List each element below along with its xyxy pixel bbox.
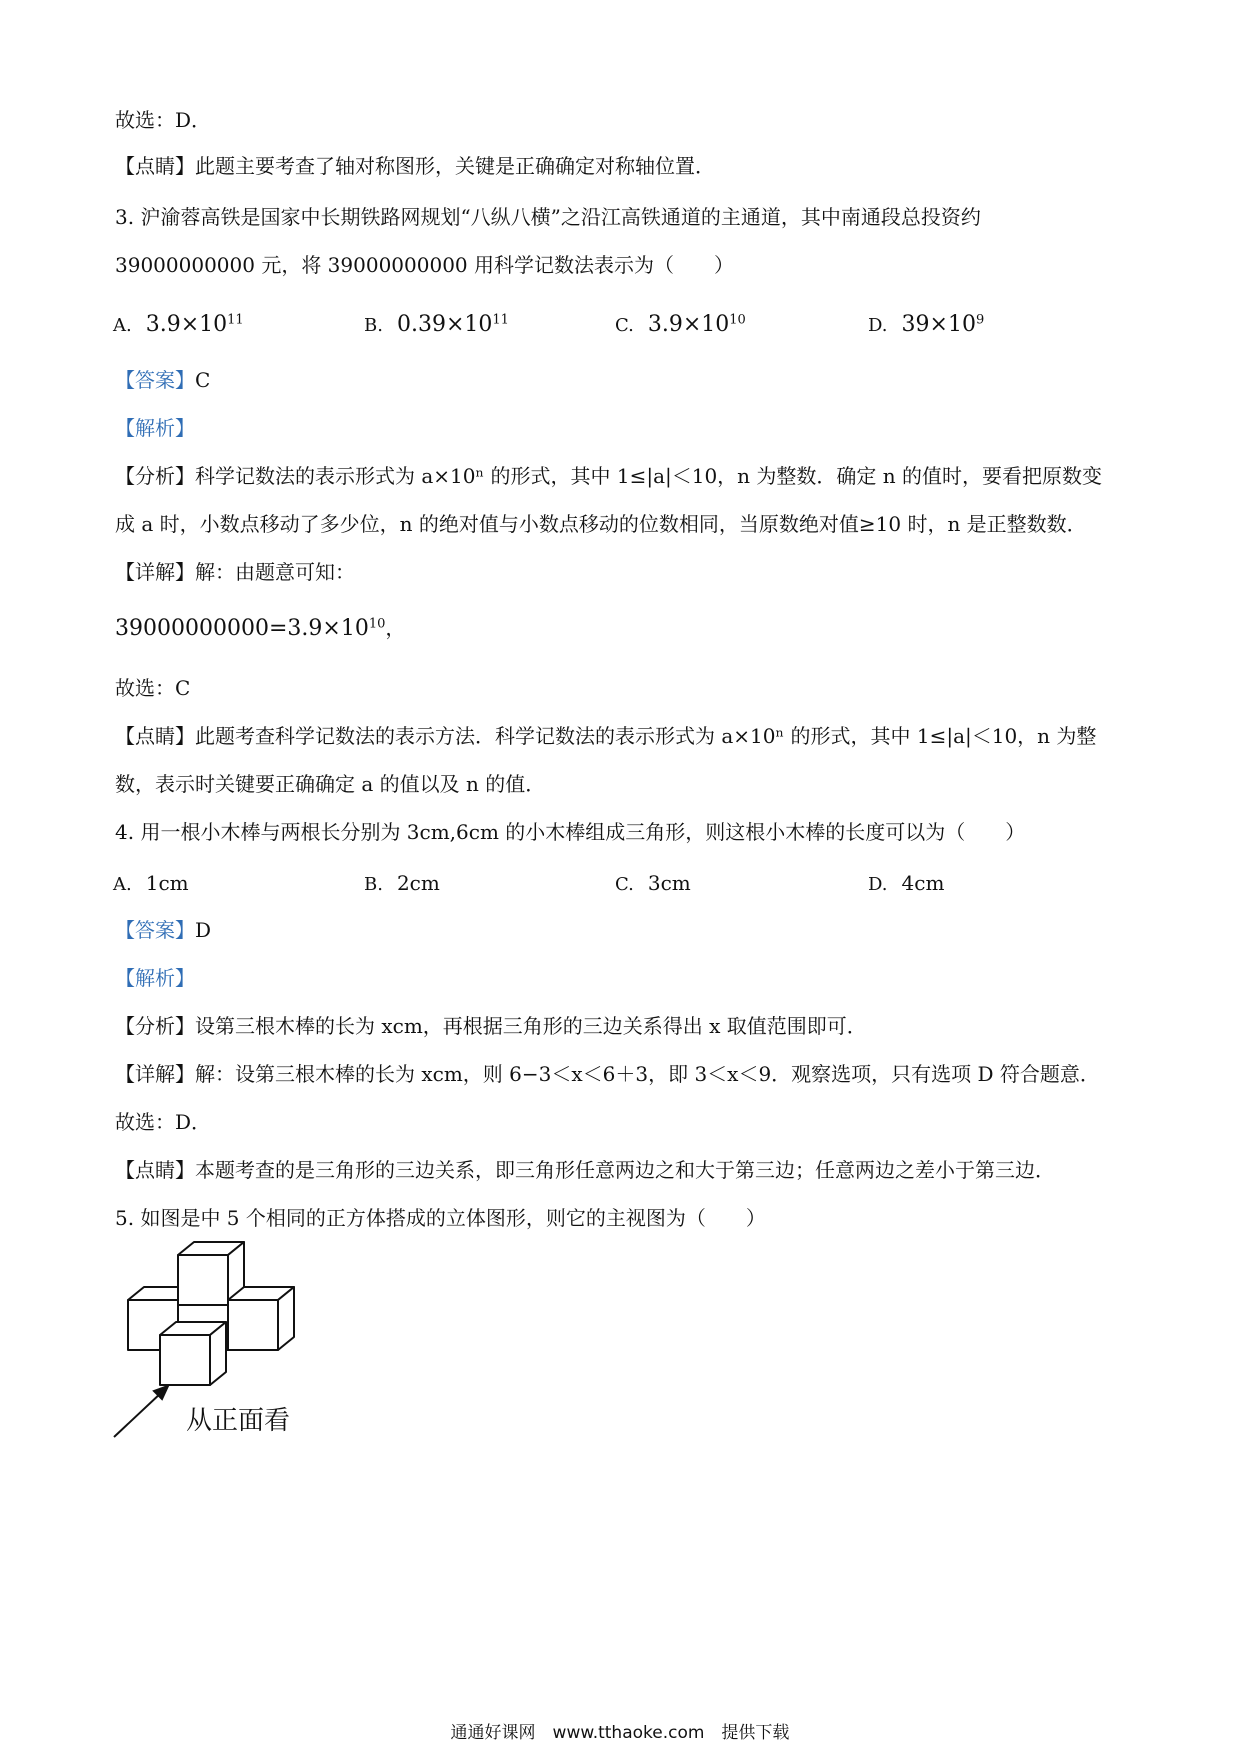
q3-detail-equation: $39000000000=3.9\times 10^{10}$， [115,616,406,641]
cube-front-face [160,1335,210,1385]
q3-stem-line-1: 3. 沪渝蓉高铁是国家中长期铁路网规划“八纵八横”之沿江高铁通道的主通道，其中南通段总投资约 [115,205,981,229]
q4-stem: 4. 用一根小木棒与两根长分别为 3cm,6cm 的小木棒组成三角形，则这根小木棒的长度可以为（ ） [115,820,1026,844]
cube-top-front [178,1255,228,1305]
q4-remark: 【点睛】本题考查的是三角形的三边关系，即三角形任意两边之和大于第三边；任意两边之差小于第三边． [115,1158,1055,1182]
q3-stem-line-2: 39000000000 元，将 39000000000 用科学记数法表示为（ ） [115,253,735,277]
q4-fenxi: 【分析】设第三根木棒的长为 xcm，再根据三角形的三边关系得出 x 取值范围即可． [115,1014,867,1038]
q3-option-c: C. $3.9\times 10^{10}$ [615,312,746,337]
q4-option-d: D. 4cm [868,871,945,895]
q3-choice: 故选：C [115,676,191,700]
cube-back-right-front [228,1300,278,1350]
q2-remark: 【点睛】此题主要考查了轴对称图形，关键是正确确定对称轴位置． [115,154,715,178]
q3-detail: 【详解】解：由题意可知： [115,560,355,584]
q3-option-b: B. $0.39\times 10^{11}$ [364,312,509,337]
q4-option-c: C. 3cm [615,871,691,895]
q3-option-a: A. $3.9\times 10^{11}$ [113,312,244,337]
q4-option-b: B. 2cm [364,871,440,895]
q3-remark-line-2: 数，表示时关键要正确确定 a 的值以及 n 的值． [115,772,546,796]
q4-analysis-heading: 【解析】 [115,966,195,990]
q2-choice: 故选：D． [115,108,212,132]
q5-figure-label: 从正面看 [186,1406,291,1436]
q4-option-a: A. 1cm [113,871,189,895]
q3-answer: 【答案】C [115,368,211,392]
q5-stem: 5. 如图是中 5 个相同的正方体搭成的立体图形，则它的主视图为（ ） [115,1206,766,1230]
q3-analysis-heading: 【解析】 [115,416,195,440]
q3-fenxi-line-1: 【分析】科学记数法的表示形式为 a×10ⁿ 的形式，其中 1≤|a|＜10，n 为整数．确定 n 的值时，要看把原数变 [115,464,1103,488]
q3-option-d: D. $39\times 10^9$ [868,312,985,337]
view-arrow-shaft [114,1392,162,1437]
q4-answer: 【答案】D [115,918,212,942]
q3-fenxi-line-2: 成 a 时，小数点移动了多少位，n 的绝对值与小数点移动的位数相同，当原数绝对值≥10 时，n 是正整数数． [115,512,1087,536]
q3-remark-line-1: 【点睛】此题考查科学记数法的表示方法．科学记数法的表示形式为 a×10ⁿ 的形式，其中 1≤|a|＜10，n 为整 [115,724,1097,748]
q4-detail: 【详解】解：设第三根木棒的长为 xcm，则 6−3＜x＜6＋3，即 3＜x＜9．观察选项，只有选项 D 符合题意． [115,1062,1100,1086]
q4-choice: 故选：D． [115,1110,212,1134]
page-footer: 通通好课网 www.tthaoke.com 提供下载 [450,1723,790,1743]
